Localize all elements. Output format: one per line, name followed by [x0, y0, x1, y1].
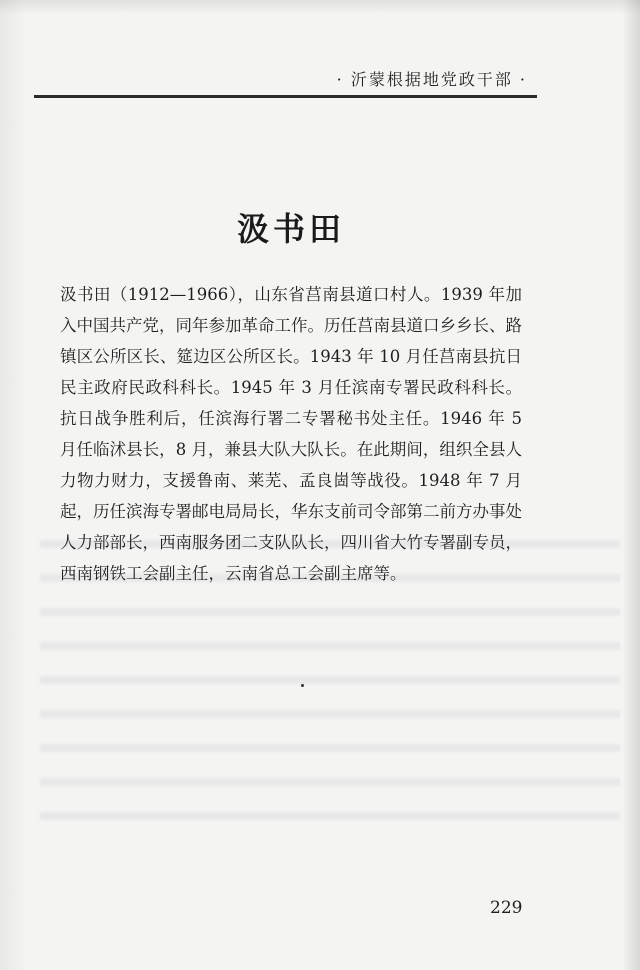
article-body: 汲书田（1912—1966），山东省莒南县道口村人。1939 年加入中国共产党，同年参加革命工作。历任莒南县道口乡乡长、路镇区公所区长、筵边区公所区长。1943 年 10 月任莒南县抗日民主政府民政科科长。1945 年 3 月任滨南专署民政科科长。抗日战争胜利后，任滨海行署二专署秘书处主任。1946 年 5 月任临沭县长，8 月，兼县大队大队长。在此期间，组织全县人力物力财力，支援鲁南、莱芜、孟良崮等战役。1948 年 7 月起，历任滨海专署邮电局局长，华东支前司令部第二前方办事处人力部部长，西南服务团二支队队长，四川省大竹专署副专员，西南钢铁工会副主任，云南省总工会副主席等。	[60, 285, 522, 583]
running-header	[34, 62, 537, 98]
header-rule	[34, 95, 537, 98]
article-title: 汲书田	[236, 210, 345, 248]
stray-dot	[301, 684, 304, 687]
page-number: 229	[490, 898, 523, 918]
running-title: · 沂蒙根据地党政干部 ·	[336, 70, 527, 89]
